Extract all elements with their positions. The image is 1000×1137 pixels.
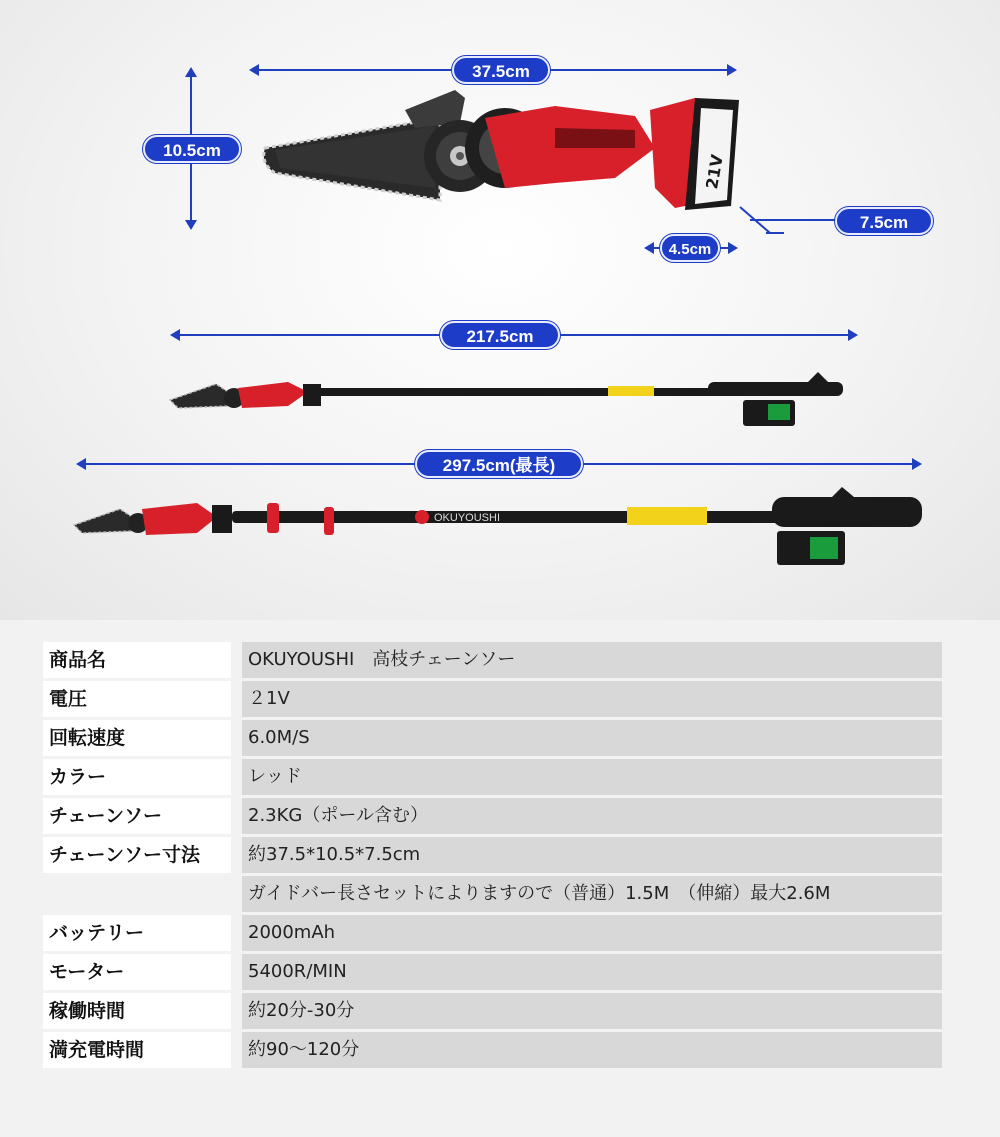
arrow-right-icon <box>727 64 737 76</box>
arrow-left-icon <box>170 329 180 341</box>
battery-label-text: 21V <box>702 153 727 191</box>
spec-label: チェーンソー寸法 <box>43 837 231 873</box>
spec-value: OKUYOUSHI 高枝チェーンソー <box>242 642 942 678</box>
arrow-left-icon <box>76 458 86 470</box>
arrow-up-icon <box>185 67 197 77</box>
arrow-right-icon <box>848 329 858 341</box>
spec-value: ２1V <box>242 681 942 717</box>
chainsaw-image <box>255 88 745 238</box>
spec-row <box>43 837 942 873</box>
spec-value: 6.0M/S <box>242 720 942 756</box>
spec-value: 5400R/MIN <box>242 954 942 990</box>
spec-label: モーター <box>43 954 231 990</box>
spec-value: ガイドバー長さセットによりますので（普通）1.5M （伸縮）最大2.6M <box>242 876 942 912</box>
spec-row <box>43 798 942 834</box>
spec-label: チェーンソー <box>43 798 231 834</box>
battery-width-label: 4.5cm <box>660 234 720 262</box>
spec-row <box>43 642 942 678</box>
arrow-left-icon <box>644 242 654 254</box>
spec-label: 稼働時間 <box>43 993 231 1029</box>
pole-brand-text: OKUYOUSHI <box>434 512 501 524</box>
spec-label <box>43 876 231 912</box>
pole-max-length-label: 297.5cm(最長) <box>415 450 583 478</box>
arrow-right-icon <box>912 458 922 470</box>
spec-value: レッド <box>242 759 942 795</box>
pole-short-length-label: 217.5cm <box>440 321 560 349</box>
spec-value: 2.3KG（ポール含む） <box>242 798 942 834</box>
arrow-down-icon <box>185 220 197 230</box>
spec-value: 約90～120分 <box>242 1032 942 1068</box>
spec-label: 回転速度 <box>43 720 231 756</box>
spec-row <box>43 993 942 1029</box>
spec-value: 約37.5*10.5*7.5cm <box>242 837 942 873</box>
pole-saw-short-image <box>168 370 858 430</box>
length-dimension-label: 37.5cm <box>452 56 550 84</box>
arrow-left-icon <box>249 64 259 76</box>
depth-dimension-label: 7.5cm <box>835 207 933 235</box>
spec-value: 約20分-30分 <box>242 993 942 1029</box>
spec-value: 2000mAh <box>242 915 942 951</box>
spec-label: バッテリー <box>43 915 231 951</box>
spec-row <box>43 759 942 795</box>
spec-label: 商品名 <box>43 642 231 678</box>
spec-label: 満充電時間 <box>43 1032 231 1068</box>
spec-row <box>43 681 942 717</box>
spec-row <box>43 954 942 990</box>
spec-label: カラー <box>43 759 231 795</box>
spec-row <box>43 915 942 951</box>
spec-row <box>43 876 942 912</box>
spec-row <box>43 720 942 756</box>
battery-depth-leader <box>740 205 840 240</box>
arrow-right-icon <box>728 242 738 254</box>
spec-row <box>43 1032 942 1068</box>
spec-label: 電圧 <box>43 681 231 717</box>
height-dimension-label: 10.5cm <box>143 135 241 163</box>
pole-saw-extended-image <box>72 495 932 570</box>
